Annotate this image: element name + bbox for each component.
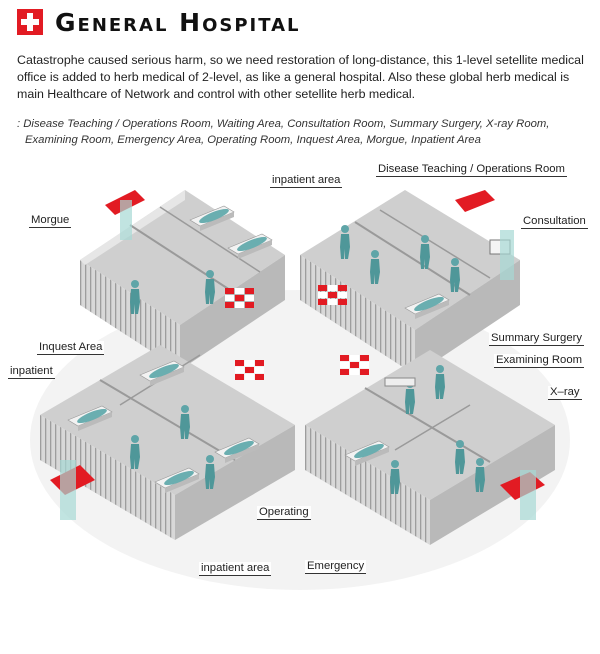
floorplan-svg	[0, 160, 600, 649]
label-xray: X–ray	[550, 386, 580, 398]
label-inpatient-area-top: inpatient area	[272, 174, 341, 186]
label-inpatient: inpatient	[10, 365, 53, 377]
label-morgue: Morgue	[31, 214, 70, 226]
label-inpatient-area-bottom: inpatient area	[201, 562, 270, 574]
label-disease-teaching: Disease Teaching / Operations Room	[378, 163, 565, 175]
label-summary-surgery: Summary Surgery	[491, 332, 583, 344]
label-examining-room: Examining Room	[496, 354, 583, 366]
hospital-floorplan-illustration	[0, 160, 600, 649]
label-emergency: Emergency	[307, 560, 365, 572]
room-list-line-2: Examining Room, Emergency Area, Operating Room, Inquest Area, Morgue, Inpatient Area	[25, 134, 481, 146]
page-title: General Hospital	[55, 7, 301, 37]
header	[17, 8, 301, 36]
red-cross-logo-icon	[17, 9, 43, 35]
label-consultation: Consultation	[523, 215, 586, 227]
label-inquest-area: Inquest Area	[39, 341, 103, 353]
label-operating: Operating	[259, 506, 309, 518]
description-text: Catastrophe caused serious harm, so we need restoration of long-distance, this 1-level setellite medical office is added to herb medical of 2-level, as like a general hospital. Also these global herb medical is main Healthcare of Network and control with other setellite herb medical.	[17, 53, 584, 101]
room-list-line-1: : Disease Teaching / Operations Room, Waiting Area, Consultation Room, Summary Surgery, X-ray Room,	[17, 118, 550, 130]
room-list	[17, 116, 577, 148]
